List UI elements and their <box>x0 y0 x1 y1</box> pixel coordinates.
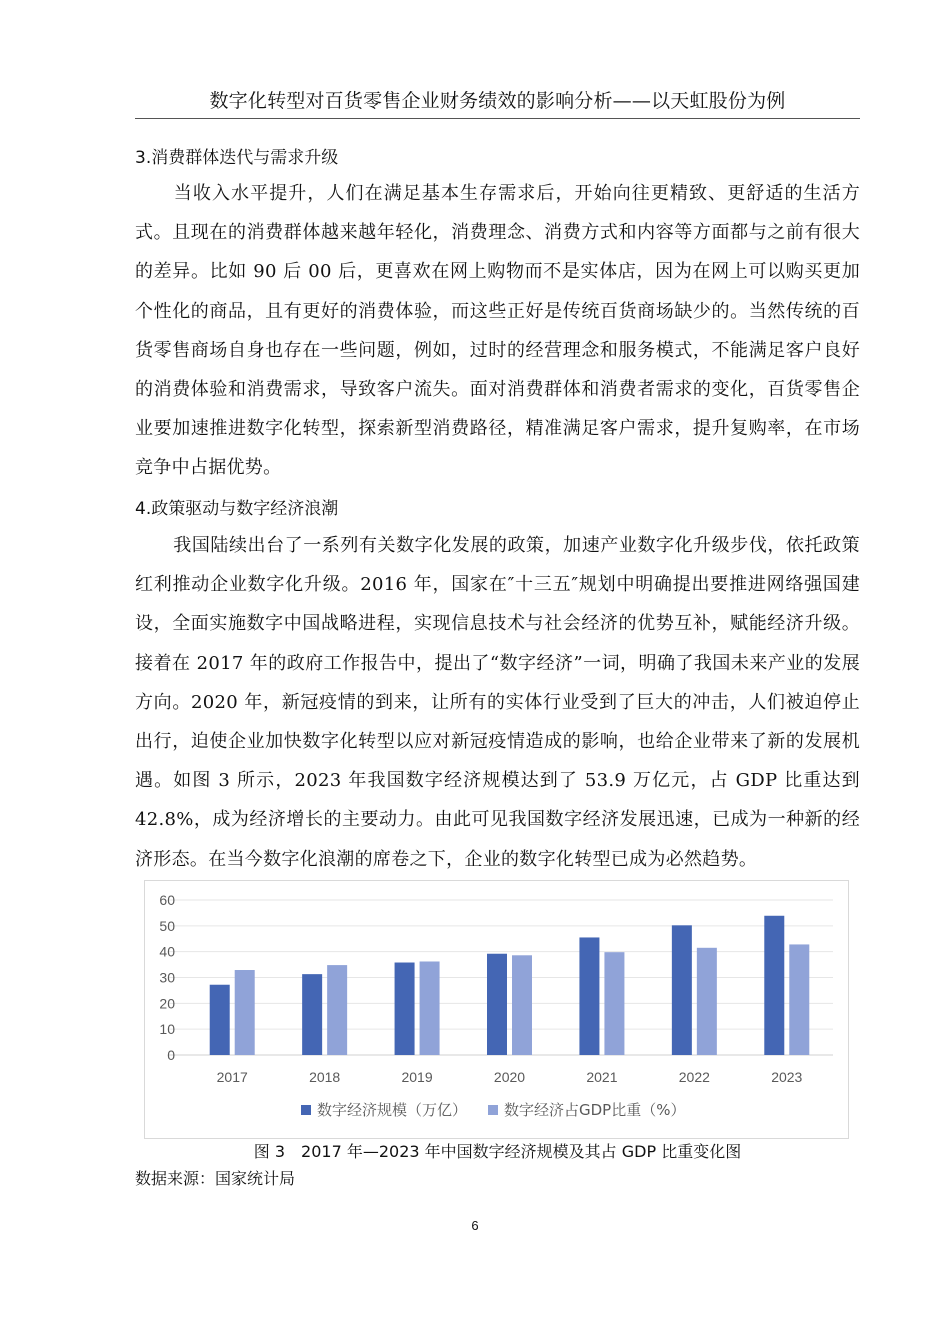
bar-chart <box>144 880 849 1139</box>
legend-label: 数字经济占GDP比重（%） <box>504 1101 686 1119</box>
y-tick-label: 30 <box>159 969 175 986</box>
running-header: 数字化转型对百货零售企业财务绩效的影响分析——以天虹股份为例 <box>209 90 786 112</box>
x-tick-label: 2022 <box>678 1069 710 1085</box>
bar-2018-series-0 <box>302 974 322 1055</box>
section-paragraph-3 <box>135 174 860 488</box>
bar-2020-series-1 <box>512 955 532 1055</box>
bar-2021-series-0 <box>579 937 599 1055</box>
figure-caption: 图 3 2017 年—2023 年中国数字经济规模及其占 GDP 比重变化图 <box>253 1142 742 1161</box>
section-paragraph-4 <box>135 526 860 879</box>
bar-2018-series-1 <box>327 965 347 1055</box>
x-tick-label: 2020 <box>493 1069 526 1085</box>
x-tick-label: 2021 <box>586 1069 618 1085</box>
bar-2019-series-0 <box>395 963 415 1055</box>
y-tick-label: 10 <box>159 1021 175 1038</box>
bar-2021-series-1 <box>604 952 624 1055</box>
bar-2019-series-1 <box>420 961 440 1055</box>
bar-2017-series-0 <box>210 985 230 1055</box>
y-tick-label: 20 <box>159 995 175 1012</box>
bar-2023-series-1 <box>789 944 809 1055</box>
bar-2020-series-0 <box>487 954 507 1055</box>
section-heading-3: 3.消费群体迭代与需求升级 <box>135 148 339 168</box>
y-tick-label: 60 <box>159 892 175 908</box>
x-tick-label: 2017 <box>216 1069 248 1085</box>
header-rule <box>135 118 860 119</box>
x-tick-label: 2023 <box>771 1069 803 1085</box>
section-heading-4: 4.政策驱动与数字经济浪潮 <box>135 499 339 519</box>
paragraph-text: 当收入水平提升，人们在满足基本生存需求后，开始向往更精致、更舒适的生活方式。且现在的消费群体越来越年轻化，消费理念、消费方式和内容等方面都与之前有很大的差异。比如 90 后 00 后，更喜欢在网上购物而不是实体店，因为在网上可以购买更加个性化的商品，且有更好的消费体验，而这些正好是传统百货商场缺少的。当然传统的百货零售商场自身也存在一些问题，例如，过时的经营理念和服务模式，不能满足客户良好的消费体验和消费需求，导致客户流失。面对消费群体和消费者需求的变化，百货零售企业要加速推进数字化转型，探索新型消费路径，精准满足客户需求，提升复购率，在市场竞争中占据优势。 <box>135 183 860 479</box>
chart-canvas <box>145 881 850 1140</box>
page-number: 6 <box>471 1218 479 1233</box>
y-tick-label: 50 <box>159 917 175 934</box>
paragraph-text: 我国陆续出台了一系列有关数字化发展的政策，加速产业数字化升级步伐，依托政策红利推动企业数字化升级。2016 年，国家在″十三五″规划中明确提出要推进网络强国建设，全面实施数字中国战略进程，实现信息技术与社会经济的优势互补，赋能经济升级。接着在 2017 年的政府工作报告中，提出了“数字经济”一词，明确了我国未来产业的发展方向。2020 年，新冠疫情的到来，让所有的实体行业受到了巨大的冲击，人们被迫停止出行，迫使企业加快数字化转型以应对新冠疫情造成的影响，也给企业带来了新的发展机遇。如图 3 所示，2023 年我国数字经济规模达到了 53.9 万亿元，占 GDP 比重达到 42.8%，成为经济增长的主要动力。由此可见我国数字经济发展迅速，已成为一种新的经济形态。在当今数字化浪潮的席卷之下，企业的数字化转型已成为必然趋势。 <box>135 535 860 870</box>
y-tick-label: 40 <box>159 943 175 960</box>
bar-2017-series-1 <box>235 970 255 1055</box>
x-tick-label: 2019 <box>401 1069 433 1085</box>
bar-2023-series-0 <box>764 916 784 1055</box>
data-source: 数据来源：国家统计局 <box>135 1169 296 1188</box>
bar-2022-series-1 <box>697 948 717 1055</box>
bar-2022-series-0 <box>672 925 692 1055</box>
legend-swatch <box>301 1105 311 1115</box>
y-tick-label: 0 <box>167 1047 175 1063</box>
x-tick-label: 2018 <box>309 1069 341 1085</box>
legend-swatch <box>488 1105 498 1115</box>
legend-label: 数字经济规模（万亿） <box>317 1101 468 1119</box>
